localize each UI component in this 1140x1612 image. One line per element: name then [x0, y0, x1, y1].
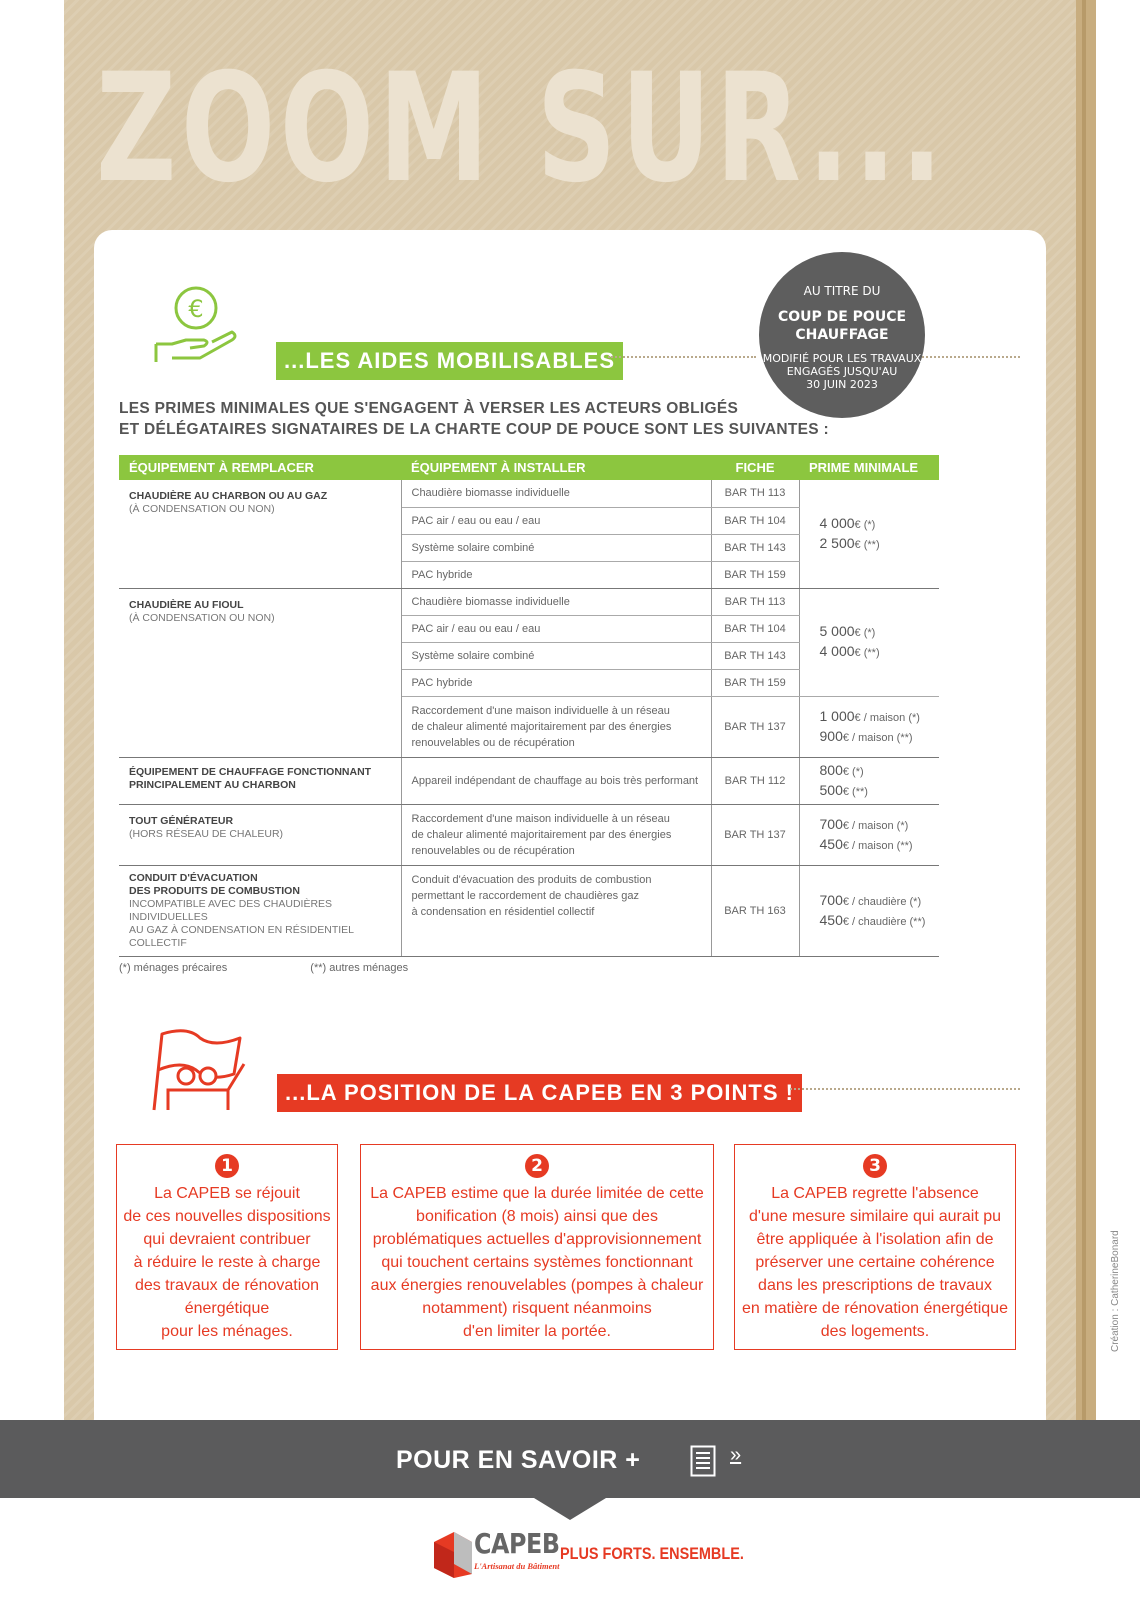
prime-value: 1 000 — [819, 707, 855, 724]
table-header: PRIME MINIMALE — [799, 455, 939, 480]
prime-unit: € (*) — [854, 627, 876, 639]
point-text: La CAPEB regrette l'absence d'une mesure similaire qui aurait pu être appliquée à l'isolation afin de préserver une certaine cohérence dans les prescriptions de travaux en matière de rénovation énergétique des logements. — [742, 1185, 1008, 1340]
remplacer-label: ÉQUIPEMENT DE CHAUFFAGE FONCTIONNANT PRINCIPALEMENT AU CHARBON — [129, 765, 372, 791]
point-text: La CAPEB se réjouit de ces nouvelles dispositions qui devraient contribuer à réduire le reste à charge des travaux de rénovation énergétique pour les ménages. — [123, 1185, 331, 1340]
badge-line3: MODIFIÉ POUR LES TRAVAUX ENGAGÉS JUSQU'AU 30 JUIN 2023 — [762, 352, 922, 391]
fiche-cell: BAR TH 159 — [711, 669, 799, 696]
prime-unit: € / maison (**) — [842, 839, 913, 852]
logo-name: CAPEB — [474, 1527, 560, 1560]
installer-cell: Conduit d'évacuation des produits de combustion permettant le raccordement de chaudières gaz à condensation en résidentiel collectif — [401, 865, 711, 956]
euro-hand-icon — [152, 282, 244, 374]
remplacer-label: CONDUIT D'ÉVACUATION DES PRODUITS DE COMBUSTION — [129, 871, 300, 897]
logo-tagline: L'Artisanat du Bâtiment — [474, 1561, 560, 1571]
section-divider — [608, 356, 756, 358]
prime-value: 4 000 — [819, 514, 855, 531]
intro-line1: LES PRIMES MINIMALES QUE S'ENGAGENT À VERSER LES ACTEURS OBLIGÉS — [119, 400, 739, 417]
fiche-cell: BAR TH 137 — [711, 696, 799, 757]
prime-value: 900 — [819, 727, 843, 744]
fiche-cell: BAR TH 113 — [711, 480, 799, 507]
table-header: ÉQUIPEMENT À INSTALLER — [401, 455, 711, 480]
badge-line1: AU TITRE DU — [803, 284, 881, 298]
installer-cell: Raccordement d'une maison individuelle à un réseau de chaleur alimenté majoritairement par des énergies renouvelables ou de récupération — [401, 696, 711, 757]
prime-value: 2 500 — [819, 534, 855, 551]
prime-value: 5 000 — [819, 623, 855, 639]
svg-text:€: € — [188, 295, 204, 323]
page-title: ZOOM SUR... — [96, 42, 948, 216]
remplacer-sublabel: (À CONDENSATION OU NON) — [129, 611, 275, 624]
table-row — [119, 865, 939, 956]
section-divider — [922, 356, 1020, 358]
remplacer-sublabel: (À CONDENSATION OU NON) — [129, 503, 275, 515]
fiche-cell: BAR TH 137 — [711, 804, 799, 865]
prime-value: 500 — [819, 781, 843, 798]
table-notes — [119, 962, 488, 974]
intro-line2: ET DÉLÉGATAIRES SIGNATAIRES DE LA CHARTE COUP DE POUCE SONT LES SUIVANTES : — [119, 421, 830, 438]
remplacer-cell — [119, 757, 401, 804]
fiche-cell: BAR TH 143 — [711, 642, 799, 669]
table-row — [119, 480, 939, 507]
prime-value: 800 — [819, 761, 843, 778]
installer-cell: Appareil indépendant de chauffage au bois très performant — [401, 757, 711, 804]
prime-value: 450 — [819, 911, 843, 928]
gold-edge — [1076, 0, 1096, 1420]
prime-unit: € / maison (**) — [842, 731, 913, 744]
installer-cell: Système solaire combiné — [401, 642, 711, 669]
table-header-row — [119, 455, 939, 480]
section-title-aides: ...LES AIDES MOBILISABLES — [276, 342, 623, 380]
prime-unit: € / maison (*) — [854, 711, 920, 724]
prime-cell — [799, 588, 939, 696]
prime-unit: € / chaudière (**) — [842, 915, 926, 928]
prime-cell — [799, 804, 939, 865]
section-divider — [790, 1088, 1020, 1090]
installer-cell: Raccordement d'une maison individuelle à un réseau de chaleur alimenté majoritairement par des énergies renouvelables ou de récupération — [401, 804, 711, 865]
installer-cell: Chaudière biomasse individuelle — [401, 588, 711, 615]
table-header: ÉQUIPEMENT À REMPLACER — [119, 455, 401, 480]
remplacer-label: TOUT GÉNÉRATEUR — [129, 814, 234, 827]
primes-table — [119, 455, 939, 957]
point-card-1 — [116, 1144, 338, 1350]
intro-text — [119, 398, 829, 440]
document-icon[interactable] — [690, 1445, 716, 1477]
fiche-cell: BAR TH 113 — [711, 588, 799, 615]
prime-unit: € (*) — [842, 765, 864, 778]
gold-edge-line — [1082, 0, 1086, 1420]
installer-cell: Système solaire combiné — [401, 534, 711, 561]
prime-unit: € (**) — [854, 538, 880, 551]
fiche-cell: BAR TH 104 — [711, 615, 799, 642]
installer-cell: PAC hybride — [401, 669, 711, 696]
prime-value: 450 — [819, 835, 843, 852]
remplacer-cell — [119, 480, 401, 588]
fiche-cell: BAR TH 143 — [711, 534, 799, 561]
point-number: 3 — [863, 1154, 887, 1178]
prime-value: 700 — [819, 815, 843, 832]
prime-cell — [799, 696, 939, 757]
slogan: PLUS FORTS. ENSEMBLE. — [560, 1544, 744, 1563]
remplacer-cell — [119, 865, 401, 956]
remplacer-cell — [119, 588, 401, 757]
note-autres: (**) autres ménages — [310, 962, 409, 974]
installer-cell: Chaudière biomasse individuelle — [401, 480, 711, 507]
table-header: FICHE — [711, 455, 799, 480]
prime-unit: € (**) — [854, 647, 880, 659]
footer-arrow — [534, 1498, 606, 1520]
remplacer-sublabel: (HORS RÉSEAU DE CHALEUR) — [129, 827, 284, 840]
remplacer-cell — [119, 804, 401, 865]
fiche-cell: BAR TH 104 — [711, 507, 799, 534]
note-precaires: (*) ménages précaires — [119, 962, 228, 974]
badge-line2: COUP DE POUCE CHAUFFAGE — [777, 309, 907, 343]
prime-unit: € (**) — [842, 785, 868, 798]
fiche-cell: BAR TH 163 — [711, 865, 799, 956]
point-number: 2 — [525, 1154, 549, 1178]
remplacer-sublabel: INCOMPATIBLE AVEC DES CHAUDIÈRES INDIVIDUELLES AU GAZ À CONDENSATION EN RÉSIDENTIEL COLLECTIF — [129, 897, 354, 949]
fiche-cell: BAR TH 112 — [711, 757, 799, 804]
point-text: La CAPEB estime que la durée limitée de cette bonification (8 mois) ainsi que des problématiques actuelles d'approvisionnement qui touchent certains systèmes fonctionnant aux énergies renouvelables (pompes à chaleur notamment) risquent néanmoins d'en limiter la portée. — [370, 1185, 704, 1340]
prime-value: 700 — [819, 891, 843, 908]
fiche-cell: BAR TH 159 — [711, 561, 799, 588]
prime-value: 4 000 — [819, 643, 855, 659]
footer-title: POUR EN SAVOIR + — [396, 1446, 641, 1474]
installer-cell: PAC hybride — [401, 561, 711, 588]
prime-unit: € (*) — [854, 518, 876, 531]
remplacer-label: CHAUDIÈRE AU CHARBON OU AU GAZ — [129, 490, 328, 502]
section-title-position: ...LA POSITION DE LA CAPEB EN 3 POINTS ! — [277, 1074, 802, 1112]
table-row — [119, 804, 939, 865]
design-credit: Création : CatherineBonard — [1110, 1230, 1121, 1352]
installer-cell: PAC air / eau ou eau / eau — [401, 507, 711, 534]
protest-flag-icon — [148, 1024, 252, 1114]
point-number: 1 — [215, 1154, 239, 1178]
table-row — [119, 757, 939, 804]
coup-de-pouce-badge — [759, 252, 925, 418]
prime-unit: € / chaudière (*) — [842, 895, 922, 908]
prime-unit: € / maison (*) — [842, 819, 909, 832]
prime-cell — [799, 865, 939, 956]
prime-cell — [799, 480, 939, 588]
installer-cell: PAC air / eau ou eau / eau — [401, 615, 711, 642]
prime-cell — [799, 757, 939, 804]
table-row — [119, 588, 939, 615]
remplacer-label: CHAUDIÈRE AU FIOUL — [129, 598, 244, 611]
point-card-2 — [360, 1144, 714, 1350]
point-card-3 — [734, 1144, 1016, 1350]
more-info-link[interactable]: » — [730, 1444, 742, 1466]
